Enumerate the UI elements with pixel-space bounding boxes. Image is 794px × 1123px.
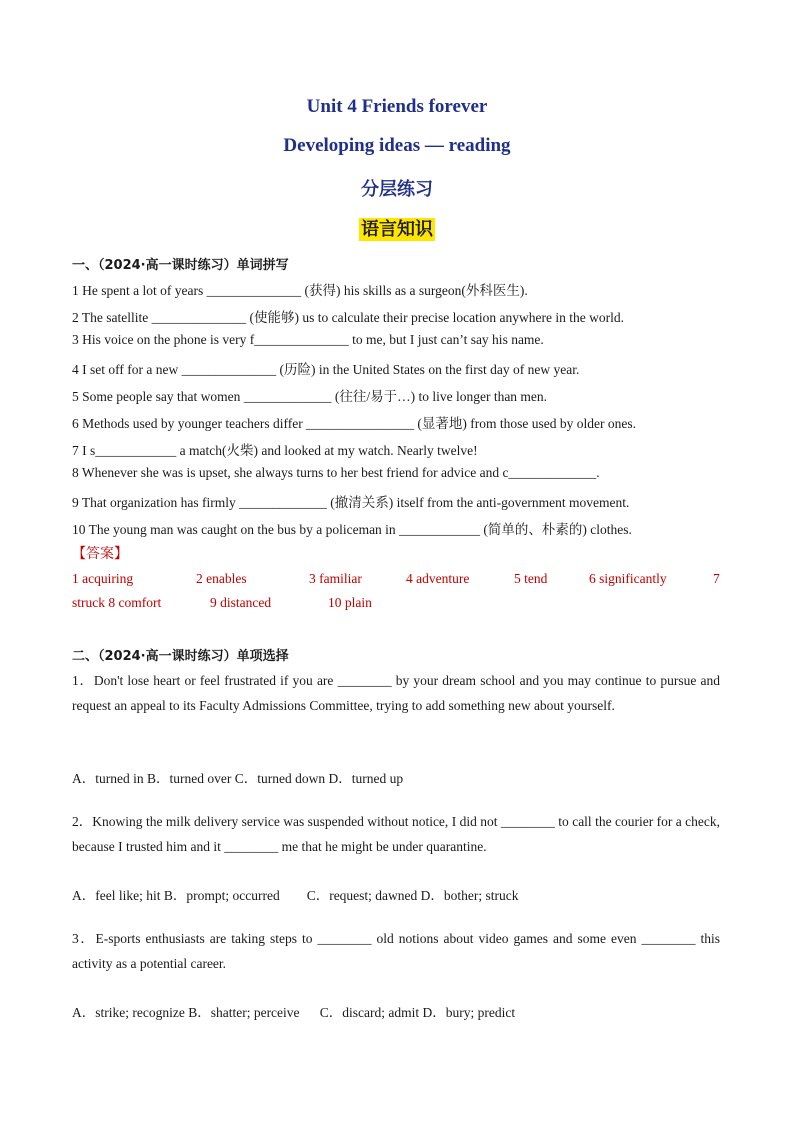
- section2-heading: 二、（2024·高一课时练习）单项选择: [72, 649, 289, 664]
- answer-9: 9 distanced: [210, 595, 272, 610]
- spelling-item-8: 8 Whenever she was is upset, she always turns to her best friend for advice and c_____________.: [72, 465, 600, 480]
- question-2-options: A．feel like; hit B．prompt; occurred C．request; dawned D．bother; struck: [72, 888, 519, 903]
- practice-title: 分层练习: [361, 179, 433, 200]
- spelling-item-7: 7 I s____________ a match(火柴) and looked at my watch. Nearly twelve!: [72, 443, 478, 458]
- section-tag: [0, 215, 794, 241]
- lesson-title: Developing ideas — reading: [283, 135, 511, 156]
- section-tag-text: 语言知识: [361, 219, 433, 240]
- answer-2: 2 enables: [196, 571, 247, 586]
- question-2-stem: 2．Knowing the milk delivery service was suspended without notice, I did not ________ to call the courier for a check, because I trusted him and it ________ me that he might be under quarantine.: [72, 814, 720, 854]
- spelling-item-9: 9 That organization has firmly _____________ (撤清关系) itself from the anti-government movement.: [72, 495, 630, 510]
- spelling-item-6: 6 Methods used by younger teachers differ ________________ (显著地) from those used by older ones.: [72, 416, 637, 431]
- spelling-item-5: 5 Some people say that women _____________ (往往/易于…) to live longer than men.: [72, 389, 548, 404]
- answer-3: 3 familiar: [309, 571, 362, 586]
- spelling-item-3: 3 His voice on the phone is very f______________ to me, but I just can’t say his name.: [72, 332, 544, 347]
- answer-4: 4 adventure: [406, 571, 470, 586]
- answer-7-number: 7: [713, 571, 720, 586]
- answer-5: 5 tend: [514, 571, 548, 586]
- answer-10: 10 plain: [328, 595, 372, 610]
- answer-7-8: struck 8 comfort: [72, 595, 162, 610]
- spelling-item-4: 4 I set off for a new ______________ (历险) in the United States on the first day of new year.: [72, 362, 580, 377]
- unit-title: Unit 4 Friends forever: [306, 96, 488, 117]
- spelling-item-10: 10 The young man was caught on the bus by a policeman in ____________ (简单的、朴素的) clothes.: [72, 522, 632, 537]
- question-3-stem: 3．E-sports enthusiasts are taking steps to ________ old notions about video games and some even ________ this activity as a potential career.: [72, 931, 720, 971]
- answer-6: 6 significantly: [589, 571, 667, 586]
- question-3-options: A．strike; recognize B．shatter; perceive C．discard; admit D．bury; predict: [72, 1005, 516, 1020]
- spelling-item-2: 2 The satellite ______________ (使能够) us to calculate their precise location anywhere in the world.: [72, 310, 624, 325]
- section1-heading: 一、（2024·高一课时练习）单词拼写: [72, 258, 289, 273]
- question-1-stem: 1．Don't lose heart or feel frustrated if you are ________ by your dream school and you may continue to pursue and request an appeal to its Faculty Admissions Committee, trying to add something new about yourself.: [72, 673, 720, 713]
- answer-1: 1 acquiring: [72, 571, 134, 586]
- spelling-item-1: 1 He spent a lot of years ______________ (获得) his skills as a surgeon(外科医生).: [72, 283, 528, 298]
- question-1-options: A．turned in B．turned over C．turned down D．turned up: [72, 771, 404, 786]
- answer-label: 【答案】: [72, 546, 128, 562]
